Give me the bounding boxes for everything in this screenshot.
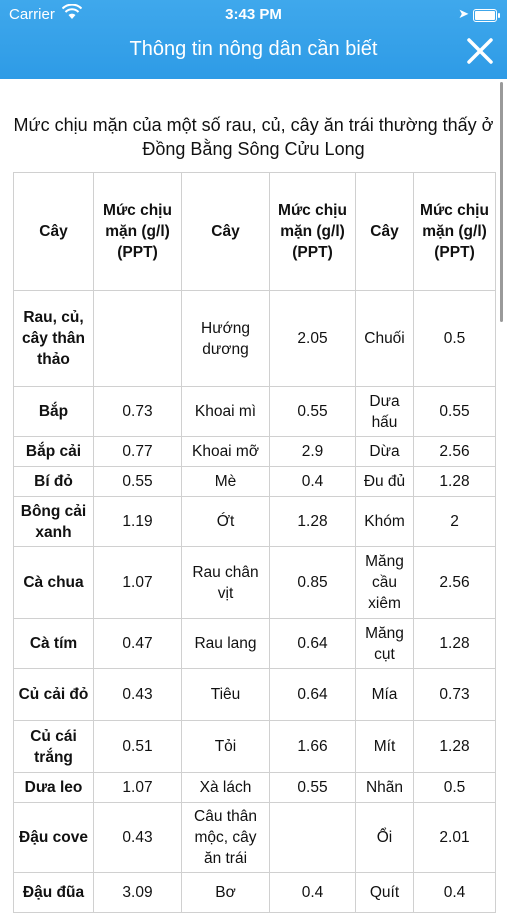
plant-name-cell: Quít <box>356 873 414 913</box>
salinity-value-cell: 0.73 <box>94 387 182 437</box>
plant-name-cell: Khoai mì <box>182 387 270 437</box>
salinity-value-cell: 1.28 <box>414 721 496 773</box>
salinity-value-cell: 0.55 <box>414 387 496 437</box>
plant-name-cell: Đậu cove <box>14 803 94 873</box>
salinity-value-cell: 0.85 <box>270 547 356 619</box>
salinity-value-cell: 0.73 <box>414 669 496 721</box>
salinity-value-cell: 1.07 <box>94 547 182 619</box>
plant-name-cell: Khoai mỡ <box>182 437 270 467</box>
plant-name-cell: Rau chân vịt <box>182 547 270 619</box>
salinity-value-cell: 0.43 <box>94 669 182 721</box>
plant-name-cell: Chuối <box>356 291 414 387</box>
salinity-value-cell <box>94 291 182 387</box>
plant-name-cell: Mía <box>356 669 414 721</box>
salinity-value-cell: 0.4 <box>270 873 356 913</box>
salinity-value-cell: 1.28 <box>414 467 496 497</box>
salinity-value-cell: 0.51 <box>94 721 182 773</box>
salinity-value-cell: 3.09 <box>94 873 182 913</box>
table-row <box>14 619 496 669</box>
plant-name-cell: Măng cầu xiêm <box>356 547 414 619</box>
table-caption: Mức chịu mặn của một số rau, củ, cây ăn trái thường thấy ở Đồng Bằng Sông Cửu Long <box>13 115 494 159</box>
salinity-value-cell: 2 <box>414 497 496 547</box>
plant-name-cell: Đậu đũa <box>14 873 94 913</box>
plant-name-cell: Bắp <box>14 387 94 437</box>
table-row <box>14 497 496 547</box>
table-row <box>14 773 496 803</box>
table-row <box>14 873 496 913</box>
close-icon[interactable] <box>465 36 495 66</box>
plant-name-cell: Bí đỏ <box>14 467 94 497</box>
plant-name-cell: Nhãn <box>356 773 414 803</box>
salt-tolerance-table <box>13 172 496 913</box>
plant-name-cell: Mít <box>356 721 414 773</box>
header-plant: Cây <box>14 173 94 291</box>
plant-name-cell: Củ cái trắng <box>14 721 94 773</box>
salinity-value-cell: 1.28 <box>414 619 496 669</box>
salinity-value-cell: 0.5 <box>414 291 496 387</box>
header-salinity: Mức chịu mặn (g/l) (PPT) <box>270 173 356 291</box>
status-time: 3:43 PM <box>225 6 282 23</box>
plant-name-cell: Mè <box>182 467 270 497</box>
salinity-value-cell: 0.77 <box>94 437 182 467</box>
table-header-row <box>14 173 496 291</box>
plant-name-cell: Củ cải đỏ <box>14 669 94 721</box>
plant-name-cell: Câu thân mộc, cây ăn trái <box>182 803 270 873</box>
plant-name-cell: Tỏi <box>182 721 270 773</box>
salinity-value-cell: 1.07 <box>94 773 182 803</box>
salinity-value-cell: 0.4 <box>270 467 356 497</box>
salinity-value-cell: 0.55 <box>270 773 356 803</box>
salinity-value-cell: 0.64 <box>270 619 356 669</box>
table-row <box>14 291 496 387</box>
salinity-value-cell: 2.56 <box>414 437 496 467</box>
salinity-value-cell: 2.05 <box>270 291 356 387</box>
salinity-value-cell: 0.4 <box>414 873 496 913</box>
location-icon: ➤ <box>458 6 469 21</box>
table-row <box>14 669 496 721</box>
plant-name-cell: Xà lách <box>182 773 270 803</box>
table-row <box>14 547 496 619</box>
salinity-value-cell: 0.55 <box>94 467 182 497</box>
table-body <box>14 291 496 913</box>
header-salinity: Mức chịu mặn (g/l) (PPT) <box>94 173 182 291</box>
plant-name-cell: Ớt <box>182 497 270 547</box>
plant-name-cell: Măng cụt <box>356 619 414 669</box>
plant-name-cell: Bơ <box>182 873 270 913</box>
app-header <box>0 0 507 79</box>
salinity-value-cell: 1.28 <box>270 497 356 547</box>
salinity-value-cell: 2.01 <box>414 803 496 873</box>
plant-name-cell: Đu đủ <box>356 467 414 497</box>
salinity-value-cell: 0.64 <box>270 669 356 721</box>
table-row <box>14 803 496 873</box>
salinity-value-cell: 1.66 <box>270 721 356 773</box>
battery-fill <box>475 11 495 20</box>
table-row <box>14 721 496 773</box>
salinity-value-cell: 2.9 <box>270 437 356 467</box>
salinity-value-cell: 0.55 <box>270 387 356 437</box>
salinity-value-cell: 0.5 <box>414 773 496 803</box>
plant-name-cell: Hướng dương <box>182 291 270 387</box>
page-title: Thông tin nông dân cần biết <box>129 38 378 60</box>
plant-name-cell: Dừa <box>356 437 414 467</box>
salinity-value-cell <box>270 803 356 873</box>
header-plant: Cây <box>182 173 270 291</box>
salinity-value-cell: 0.43 <box>94 803 182 873</box>
table-row <box>14 437 496 467</box>
battery-icon <box>473 9 497 22</box>
salinity-value-cell: 0.47 <box>94 619 182 669</box>
plant-name-cell: Rau lang <box>182 619 270 669</box>
salinity-value-cell: 2.56 <box>414 547 496 619</box>
plant-name-cell: Bông cải xanh <box>14 497 94 547</box>
plant-name-cell: Khóm <box>356 497 414 547</box>
plant-name-cell: Ổi <box>356 803 414 873</box>
salinity-value-cell: 1.19 <box>94 497 182 547</box>
plant-name-cell: Dưa leo <box>14 773 94 803</box>
status-bar <box>0 0 507 30</box>
table-row <box>14 387 496 437</box>
plant-name-cell: Dưa hấu <box>356 387 414 437</box>
plant-name-cell: Cà chua <box>14 547 94 619</box>
plant-name-cell: Tiêu <box>182 669 270 721</box>
header-salinity: Mức chịu mặn (g/l) (PPT) <box>414 173 496 291</box>
carrier-label: Carrier <box>9 6 55 23</box>
table-row <box>14 467 496 497</box>
plant-name-cell: Cà tím <box>14 619 94 669</box>
plant-name-cell: Rau, củ, cây thân thảo <box>14 291 94 387</box>
plant-name-cell: Bắp cải <box>14 437 94 467</box>
header-plant: Cây <box>356 173 414 291</box>
